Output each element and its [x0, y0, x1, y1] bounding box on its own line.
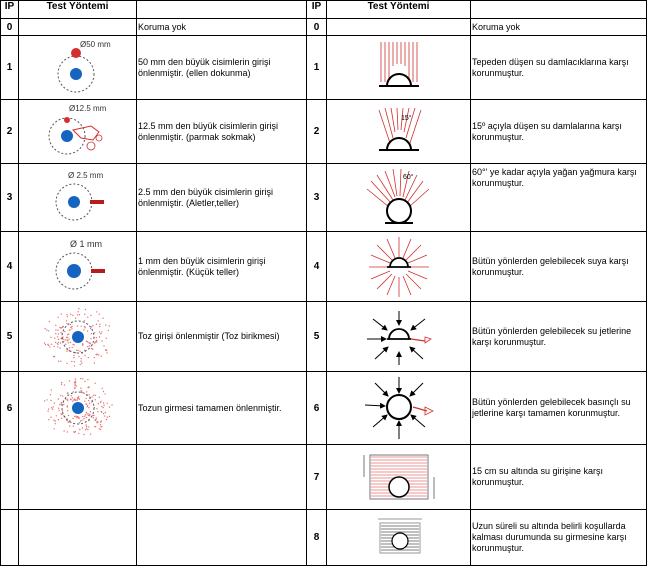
table-row [1, 302, 647, 372]
ip-code-right: 8 [307, 510, 327, 566]
test-figure-left [19, 100, 137, 164]
table-row [1, 510, 647, 566]
test-figure-right [327, 19, 471, 36]
test-figure-right [327, 100, 471, 164]
test-figure-left [19, 510, 137, 566]
table-row [1, 19, 647, 36]
ip-code-left [1, 510, 19, 566]
test-figure-right [327, 36, 471, 100]
ip-code-left: 5 [1, 302, 19, 372]
ip-code-left: 6 [1, 372, 19, 445]
dust-protected-icon [38, 305, 118, 369]
test-figure-right [327, 372, 471, 445]
header-ip-left: IP [1, 1, 19, 19]
ip-code-left: 1 [1, 36, 19, 100]
table-row [1, 164, 647, 232]
angle-label: 60° [402, 173, 414, 181]
test-figure-right [327, 445, 471, 510]
description-left: Toz girişi önlenmiştir (Toz birikmesi) [137, 302, 307, 372]
table-row [1, 232, 647, 302]
ip-code-left: 4 [1, 232, 19, 302]
description-right: Bütün yönlerden gelebilecek suya karşı korunmuştur. [471, 232, 647, 302]
header-desc-left [137, 1, 307, 19]
test-figure-right [327, 232, 471, 302]
table-row [1, 445, 647, 510]
ip-code-left: 0 [1, 19, 19, 36]
water-jets-icon [359, 307, 439, 367]
description-left: Tozun girmesi tamamen önlenmiştir. [137, 372, 307, 445]
vertical-drip-icon [359, 38, 439, 98]
description-right: 60°' ye kadar açıyla yağan yağmura karşı korunmuştur. [471, 164, 647, 232]
test-figure-left [19, 302, 137, 372]
immersion-15cm-icon [354, 449, 444, 505]
ip-code-right: 2 [307, 100, 327, 164]
test-figure-left [19, 36, 137, 100]
powerful-jets-icon [359, 375, 439, 441]
description-left: Koruma yok [137, 19, 307, 36]
table-row [1, 372, 647, 445]
description-left: 50 mm den büyük cisimlerin girişi önlenmiştir. (ellen dokunma) [137, 36, 307, 100]
test-figure-left [19, 232, 137, 302]
description-right: Bütün yönlerden gelebilecek basınçlı su jetlerine karşı tamamen korunmuştur. [471, 372, 647, 445]
ip-code-right: 5 [307, 302, 327, 372]
description-left: 12.5 mm den büyük cisimlerin girişi önlenmiştir. (parmak sokmak) [137, 100, 307, 164]
test-figure-left [19, 372, 137, 445]
dust-tight-icon [38, 376, 118, 440]
test-figure-left [19, 164, 137, 232]
ip-code-right: 7 [307, 445, 327, 510]
ip-code-right: 4 [307, 232, 327, 302]
header-test-left: Test Yöntemi [19, 1, 137, 19]
ip-code-right: 6 [307, 372, 327, 445]
ip-code-left: 3 [1, 164, 19, 232]
splash-all-directions-icon [359, 235, 439, 299]
size-label: Ø12.5 mm [68, 103, 106, 113]
size-label: Ø 2.5 mm [67, 170, 103, 180]
size-label: Ø50 mm [79, 39, 111, 49]
tool-probe-icon [38, 168, 118, 228]
finger-probe-icon [33, 102, 123, 162]
ip-code-right: 1 [307, 36, 327, 100]
size-label: Ø 1 mm [69, 238, 102, 249]
angled-drip-15-icon [359, 102, 439, 162]
description-right: Koruma yok [471, 19, 647, 36]
sphere-50mm-icon [38, 38, 118, 98]
test-figure-right [327, 510, 471, 566]
continuous-immersion-icon [354, 513, 444, 563]
description-right: Uzun süreli su altında belirli koşullarda kalması durumunda su girmesine karşı korunmuştur. [471, 510, 647, 566]
description-right: 15º açıyla düşen su damlalarına karşı korunmuştur. [471, 100, 647, 164]
description-left: 2.5 mm den büyük cisimlerin girişi önlenmiştir. (Aletler,teller) [137, 164, 307, 232]
test-figure-right [327, 302, 471, 372]
table-row [1, 100, 647, 164]
table-row [1, 36, 647, 100]
ip-code-right: 0 [307, 19, 327, 36]
test-figure-right [327, 164, 471, 232]
spray-60-icon [359, 167, 439, 229]
ip-code-left: 2 [1, 100, 19, 164]
ip-code-left [1, 445, 19, 510]
wire-probe-icon [38, 237, 118, 297]
test-figure-left [19, 19, 137, 36]
angle-label: 15° [400, 114, 412, 122]
description-right: Bütün yönlerden gelebilecek su jetlerine karşı korunmuştur. [471, 302, 647, 372]
description-right: Tepeden düşen su damlacıklarına karşı korunmuştur. [471, 36, 647, 100]
description-right: 15 cm su altında su girişine karşı korunmuştur. [471, 445, 647, 510]
description-left [137, 445, 307, 510]
header-test-right: Test Yöntemi [327, 1, 471, 19]
description-left: 1 mm den büyük cisimlerin girişi önlenmiştir. (Küçük teller) [137, 232, 307, 302]
header-ip-right: IP [307, 1, 327, 19]
ip-code-right: 3 [307, 164, 327, 232]
test-figure-left [19, 445, 137, 510]
header-desc-right [471, 1, 647, 19]
description-left [137, 510, 307, 566]
